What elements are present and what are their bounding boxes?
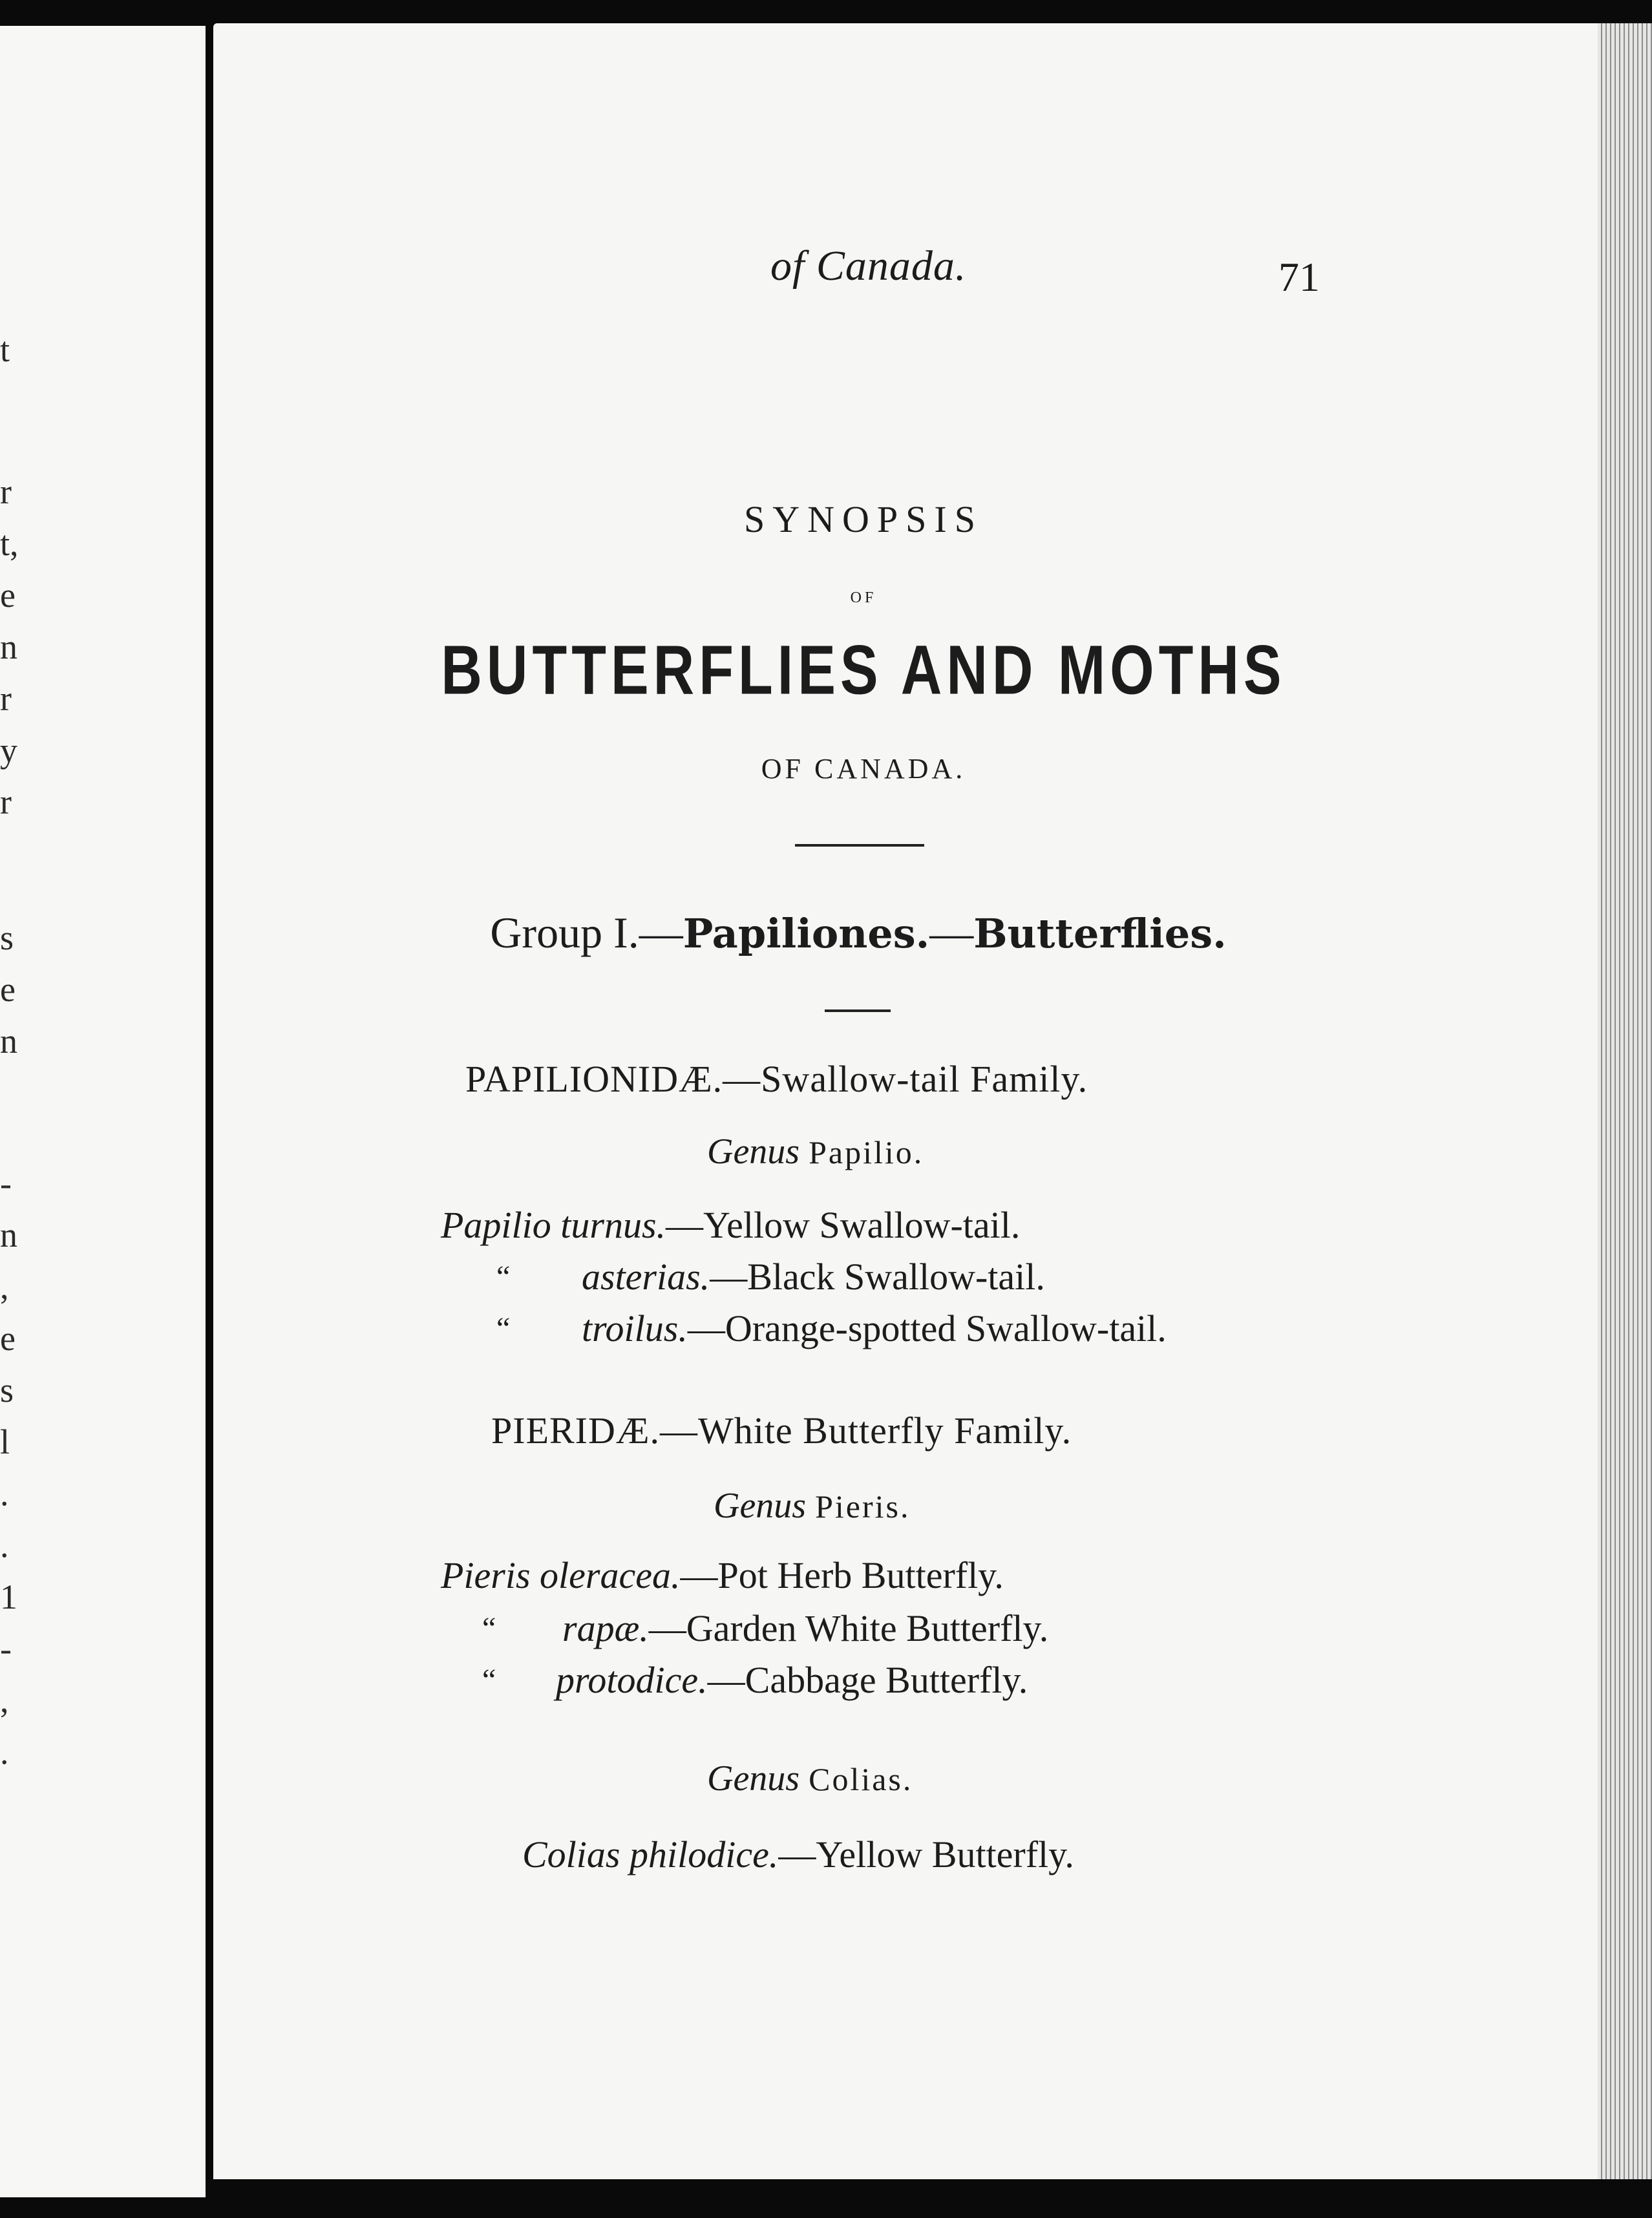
- genus-heading: [707, 1131, 924, 1172]
- left-margin-fragment: -: [0, 1629, 12, 1668]
- left-margin-fragment: e: [0, 576, 16, 615]
- left-margin-fragment: -: [0, 1164, 12, 1203]
- group-name: Papiliones.: [683, 910, 930, 957]
- species-name: Pieris oleracea.: [441, 1554, 681, 1596]
- left-margin-fragment: y: [0, 731, 17, 770]
- group-rule: [825, 1009, 891, 1012]
- left-margin-fragment: n: [0, 1022, 17, 1061]
- left-margin-fragment: .: [0, 1474, 9, 1513]
- left-margin-fragment: ,: [0, 1681, 9, 1720]
- left-margin-fragment: s: [0, 1371, 14, 1410]
- genus-label: Genus: [707, 1132, 800, 1172]
- genus-name: Pieris.: [815, 1488, 911, 1525]
- running-head: of Canada.: [770, 242, 967, 290]
- species-common-name: —Orange-spotted Swallow-tail.: [687, 1307, 1167, 1349]
- ditto-mark: “: [482, 1611, 496, 1645]
- species-entry: [522, 1833, 1074, 1876]
- genus-name: Papilio.: [809, 1134, 924, 1170]
- species-name: asterias.: [582, 1256, 710, 1298]
- left-margin-fragment: e: [0, 970, 16, 1009]
- species-name: Colias philodice.: [522, 1833, 779, 1875]
- left-margin-fragment: t: [0, 330, 10, 369]
- page-edge-shading: [1598, 23, 1652, 2179]
- ditto-mark: “: [496, 1260, 511, 1294]
- family-heading: PIERIDÆ.—White Butterfly Family.: [491, 1410, 1072, 1452]
- family-heading: PAPILIONIDÆ.—Swallow-tail Family.: [465, 1058, 1088, 1100]
- left-margin-fragment: .: [0, 1733, 9, 1771]
- page-number: 71: [1278, 254, 1320, 300]
- subtitle: OF CANADA.: [761, 753, 966, 785]
- group-heading: [490, 907, 1226, 958]
- left-margin-fragment: t,: [0, 524, 19, 563]
- left-margin-fragment: s: [0, 918, 14, 957]
- title-of: OF: [850, 589, 877, 606]
- left-margin-fragment: r: [0, 472, 12, 511]
- species-entry: [582, 1255, 1045, 1298]
- group-common-name: Butterflies.: [973, 910, 1227, 957]
- left-margin-fragment: n: [0, 1216, 17, 1254]
- left-margin-fragment: r: [0, 783, 12, 821]
- genus-label: Genus: [714, 1486, 807, 1526]
- ditto-mark: “: [496, 1311, 511, 1346]
- left-margin-fragment: n: [0, 628, 17, 666]
- left-margin-fragment: .: [0, 1526, 9, 1565]
- species-common-name: —Yellow Swallow-tail.: [666, 1204, 1021, 1246]
- left-margin-fragment: e: [0, 1319, 16, 1358]
- left-margin-fragment: ,: [0, 1267, 9, 1306]
- species-name: rapæ.: [562, 1607, 649, 1649]
- left-margin-fragment: r: [0, 679, 12, 718]
- species-common-name: —Pot Herb Butterfly.: [680, 1554, 1004, 1596]
- left-facing-page: [0, 26, 206, 2197]
- species-common-name: —Garden White Butterfly.: [648, 1607, 1049, 1649]
- species-name: protodice.: [556, 1659, 708, 1701]
- synopsis-heading: SYNOPSIS: [744, 498, 983, 540]
- ditto-mark: “: [482, 1663, 496, 1697]
- species-common-name: —Cabbage Butterfly.: [707, 1659, 1028, 1701]
- left-margin-fragment: 1: [0, 1578, 17, 1616]
- genus-heading: [707, 1758, 913, 1799]
- species-entry: [562, 1607, 1048, 1650]
- main-title: BUTTERFLIES AND MOTHS: [441, 631, 1286, 709]
- species-entry: [441, 1203, 1020, 1247]
- group-prefix: Group I.—: [490, 908, 683, 957]
- species-entry: [582, 1307, 1167, 1350]
- title-rule: [795, 844, 924, 847]
- species-common-name: —Black Swallow-tail.: [710, 1256, 1045, 1298]
- genus-name: Colias.: [809, 1761, 913, 1797]
- species-name: troilus.: [582, 1307, 688, 1349]
- species-name: Papilio turnus.: [441, 1204, 666, 1246]
- species-entry: [441, 1554, 1004, 1597]
- genus-heading: [714, 1485, 911, 1526]
- group-separator: —: [929, 908, 974, 957]
- genus-label: Genus: [707, 1759, 800, 1799]
- book-page: [213, 23, 1652, 2179]
- species-common-name: —Yellow Butterfly.: [778, 1833, 1074, 1875]
- left-margin-fragment: l: [0, 1422, 10, 1461]
- species-entry: [556, 1658, 1028, 1702]
